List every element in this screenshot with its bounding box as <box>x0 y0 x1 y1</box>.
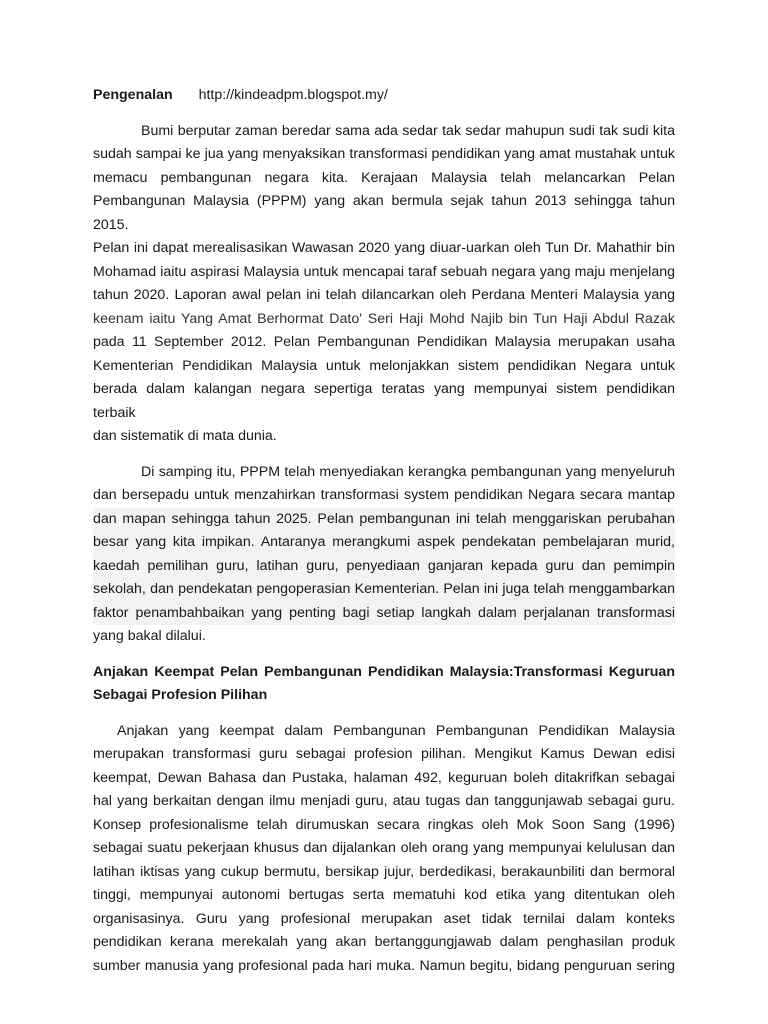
text-line: hal yang berkaitan dengan ilmu menjadi guru, atau tugas dan tanggunjawab sebagai guru. <box>93 793 675 809</box>
source-url: http://kindeadpm.blogspot.my/ <box>198 87 388 103</box>
text-line: yang bakal dilalui. <box>93 628 206 644</box>
text-line: tahun 2020. Laporan awal pelan ini telah dilancarkan oleh Perdana Menteri Malaysia yang <box>93 287 675 303</box>
text-line: sebagai suatu pekerjaan khusus dan dijalankan oleh orang yang mempunyai kelulusan dan <box>93 840 675 856</box>
text-line: sumber manusia yang profesional pada hari muka. Namun begitu, bidang penguruan sering <box>93 957 675 974</box>
section-label: Pengenalan <box>93 87 173 103</box>
paragraph-pppm-framework <box>93 461 675 649</box>
text-line: Konsep profesionalisme telah dirumuskan secara ringkas oleh Mok Soon Sang (1996) <box>93 816 675 833</box>
text-line: Pelan ini dapat merealisasikan Wawasan 2020 yang diuar-uarkan oleh Tun Dr. Mahathir bin <box>93 240 675 256</box>
text-line: Kementerian Pendidikan Malaysia untuk melonjakkan sistem pendidikan Negara untuk <box>93 357 675 374</box>
section-heading <box>93 661 675 708</box>
text-line: latihan iktisas yang cukup bermutu, bersikap jujur, berdedikasi, berakaunbiliti dan bermoral <box>93 863 675 880</box>
text-line: pada 11 September 2012. Pelan Pembangunan Pendidikan Malaysia merupakan usaha <box>93 334 675 350</box>
text-line: faktor penambahbaikan yang penting bagi setiap langkah dalam perjalanan transformasi <box>93 602 675 626</box>
paragraph-anjakan-keempat <box>93 720 675 979</box>
text-line: merupakan transformasi guru sebagai profesion pilihan. Mengikut Kamus Dewan edisi <box>93 746 675 762</box>
text-line: Anjakan yang keempat dalam Pembangunan Pembangunan Pendidikan Malaysia <box>117 722 675 739</box>
document-header <box>93 84 675 108</box>
heading-line: Sebagai Profesion Pilihan <box>93 687 268 703</box>
text-line: besar yang kita impikan. Antaranya merangkumi aspek pendekatan pembelajaran murid, <box>93 531 675 555</box>
text-line: dan bersepadu untuk menzahirkan transformasi system pendidikan Negara secara mantap <box>93 487 675 503</box>
text-line: sekolah, dan pendekatan pengoperasian Kementerian. Pelan ini juga telah menggambarkan <box>93 578 675 602</box>
text-line: tinggi, mempunyai autonomi bertugas serta mematuhi kod etika yang ditentukan oleh <box>93 887 675 903</box>
text-line: Pembangunan Malaysia (PPPM) yang akan bermula sejak tahun 2013 sehingga tahun 2015. <box>93 193 675 233</box>
text-line: kaedah pemilihan guru, latihan guru, penyediaan ganjaran kepada guru dan pemimpin <box>93 555 675 579</box>
text-line: Bumi berputar zaman beredar sama ada sedar tak sedar mahupun sudi tak sudi kita <box>141 122 675 139</box>
text-line: dan mapan sehingga tahun 2025. Pelan pembangunan ini telah menggariskan perubahan <box>93 508 675 532</box>
text-line: sudah sampai ke jua yang menyaksikan transformasi pendidikan yang amat mustahak untuk <box>93 146 675 162</box>
text-line: keempat, Dewan Bahasa dan Pustaka, halaman 492, keguruan boleh ditakrifkan sebagai <box>93 769 675 786</box>
text-line: Mohamad iaitu aspirasi Malaysia untuk mencapai taraf sebuah negara yang maju menjelang <box>93 263 675 280</box>
heading-line: Anjakan Keempat Pelan Pembangunan Pendidikan Malaysia:Transformasi Keguruan <box>93 663 675 680</box>
text-line: organisasinya. Guru yang profesional merupakan aset tidak ternilai dalam konteks <box>93 910 675 927</box>
text-line: pendidikan kerana merekalah yang akan bertanggungjawab dalam penghasilan produk <box>93 934 675 950</box>
text-line: keenam iaitu Yang Amat Berhormat Dato' Seri Haji Mohd Najib bin Tun Haji Abdul Razak <box>93 310 675 327</box>
text-line: dan sistematik di mata dunia. <box>93 428 277 444</box>
text-line: memacu pembangunan negara kita. Kerajaan Malaysia telah melancarkan Pelan <box>93 169 675 186</box>
text-line: berada dalam kalangan negara sepertiga teratas yang mempunyai sistem pendidikan terbaik <box>93 381 675 421</box>
paragraph-introduction <box>93 120 675 449</box>
text-line: Di samping itu, PPPM telah menyediakan kerangka pembangunan yang menyeluruh <box>141 463 675 480</box>
